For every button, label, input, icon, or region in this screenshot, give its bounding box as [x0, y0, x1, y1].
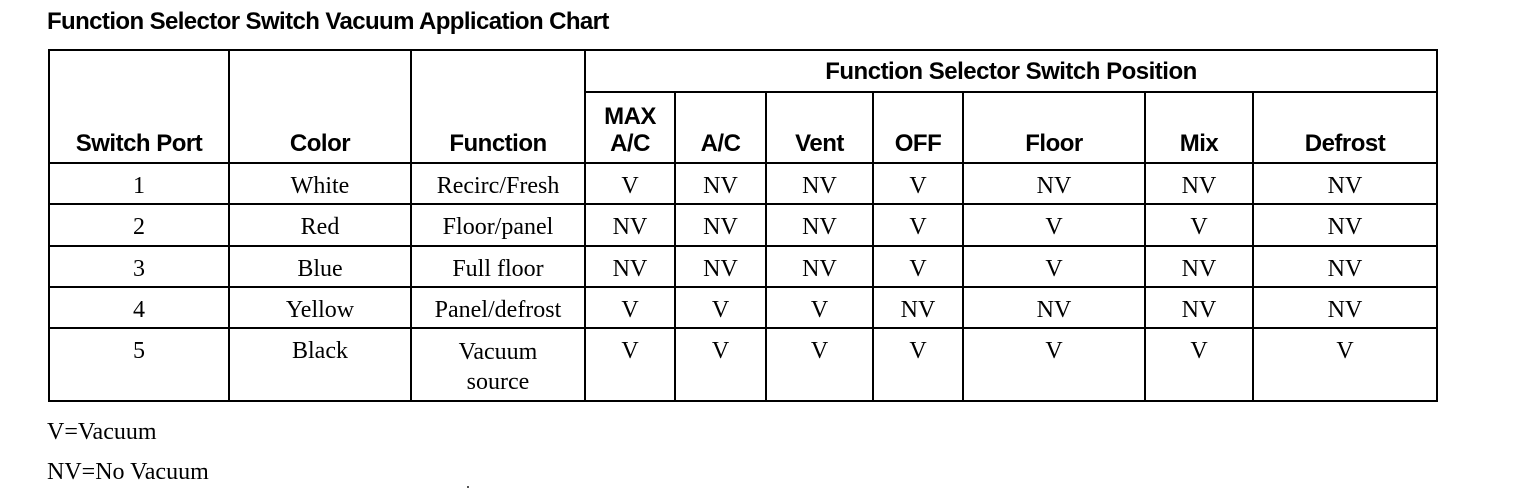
cell-color: White — [229, 163, 411, 204]
header-mix — [1145, 92, 1253, 163]
header-off — [873, 92, 963, 163]
cell-position-value: V — [963, 204, 1145, 245]
stray-mark — [467, 486, 469, 488]
header-floor — [963, 92, 1145, 163]
cell-position-value: V — [1145, 204, 1253, 245]
cell-position-value: NV — [675, 163, 766, 204]
cell-position-value: NV — [585, 246, 675, 287]
cell-position-value: V — [873, 328, 963, 401]
cell-position-value: V — [963, 328, 1145, 401]
cell-color: Red — [229, 204, 411, 245]
cell-port: 1 — [49, 163, 229, 204]
table-row — [49, 204, 1437, 245]
cell-position-value: NV — [1253, 287, 1437, 328]
header-line: Mix — [1179, 130, 1219, 157]
legend-vacuum: V=Vacuum — [47, 419, 157, 445]
cell-position-value: NV — [675, 204, 766, 245]
cell-position-value: NV — [1253, 204, 1437, 245]
header-defrost — [1253, 92, 1437, 163]
header-line: A/C — [610, 130, 650, 157]
cell-position-value: V — [585, 163, 675, 204]
cell-port: 5 — [49, 328, 229, 401]
cell-position-value: NV — [675, 246, 766, 287]
cell-position-value: NV — [585, 204, 675, 245]
cell-function: Full floor — [411, 246, 585, 287]
header-function: Function — [411, 50, 585, 163]
cell-function: Panel/defrost — [411, 287, 585, 328]
cell-position-value: V — [585, 328, 675, 401]
header-switch-port: Switch Port — [49, 50, 229, 163]
legend-no-vacuum: NV=No Vacuum — [47, 459, 209, 485]
cell-position-value: NV — [766, 246, 873, 287]
header-color: Color — [229, 50, 411, 163]
cell-function: Floor/panel — [411, 204, 585, 245]
header-vent — [766, 92, 873, 163]
vacuum-application-table — [48, 49, 1438, 402]
cell-position-value: NV — [1253, 246, 1437, 287]
cell-position-value: NV — [873, 287, 963, 328]
cell-position-value: V — [1145, 328, 1253, 401]
header-line: Defrost — [1304, 130, 1386, 157]
cell-position-value: NV — [1145, 163, 1253, 204]
header-line: MAX — [604, 103, 656, 130]
cell-position-value: V — [1253, 328, 1437, 401]
cell-position-value: V — [766, 287, 873, 328]
cell-position-value: V — [766, 328, 873, 401]
header-line: Vent — [795, 130, 844, 157]
table-row — [49, 328, 1437, 401]
header-max-ac — [585, 92, 675, 163]
table-row — [49, 246, 1437, 287]
cell-position-value: NV — [963, 163, 1145, 204]
cell-function: Vacuum source — [411, 328, 585, 401]
header-line: OFF — [894, 130, 942, 157]
cell-color: Black — [229, 328, 411, 401]
header-switch-position-group: Function Selector Switch Position — [585, 50, 1437, 92]
cell-port: 2 — [49, 204, 229, 245]
cell-position-value: NV — [1253, 163, 1437, 204]
cell-position-value: V — [585, 287, 675, 328]
cell-position-value: V — [873, 163, 963, 204]
cell-port: 3 — [49, 246, 229, 287]
cell-color: Blue — [229, 246, 411, 287]
header-line: A/C — [700, 130, 741, 157]
cell-position-value: V — [963, 246, 1145, 287]
header-ac — [675, 92, 766, 163]
cell-position-value: NV — [1145, 246, 1253, 287]
cell-position-value: NV — [766, 163, 873, 204]
table-row — [49, 163, 1437, 204]
cell-position-value: V — [675, 328, 766, 401]
cell-position-value: NV — [963, 287, 1145, 328]
cell-function: Recirc/Fresh — [411, 163, 585, 204]
cell-port: 4 — [49, 287, 229, 328]
cell-position-value: V — [675, 287, 766, 328]
cell-position-value: V — [873, 204, 963, 245]
cell-position-value: NV — [766, 204, 873, 245]
table-row — [49, 287, 1437, 328]
cell-color: Yellow — [229, 287, 411, 328]
header-line: Floor — [1025, 130, 1083, 157]
chart-title: Function Selector Switch Vacuum Application Chart — [47, 8, 609, 35]
cell-position-value: V — [873, 246, 963, 287]
cell-position-value: NV — [1145, 287, 1253, 328]
